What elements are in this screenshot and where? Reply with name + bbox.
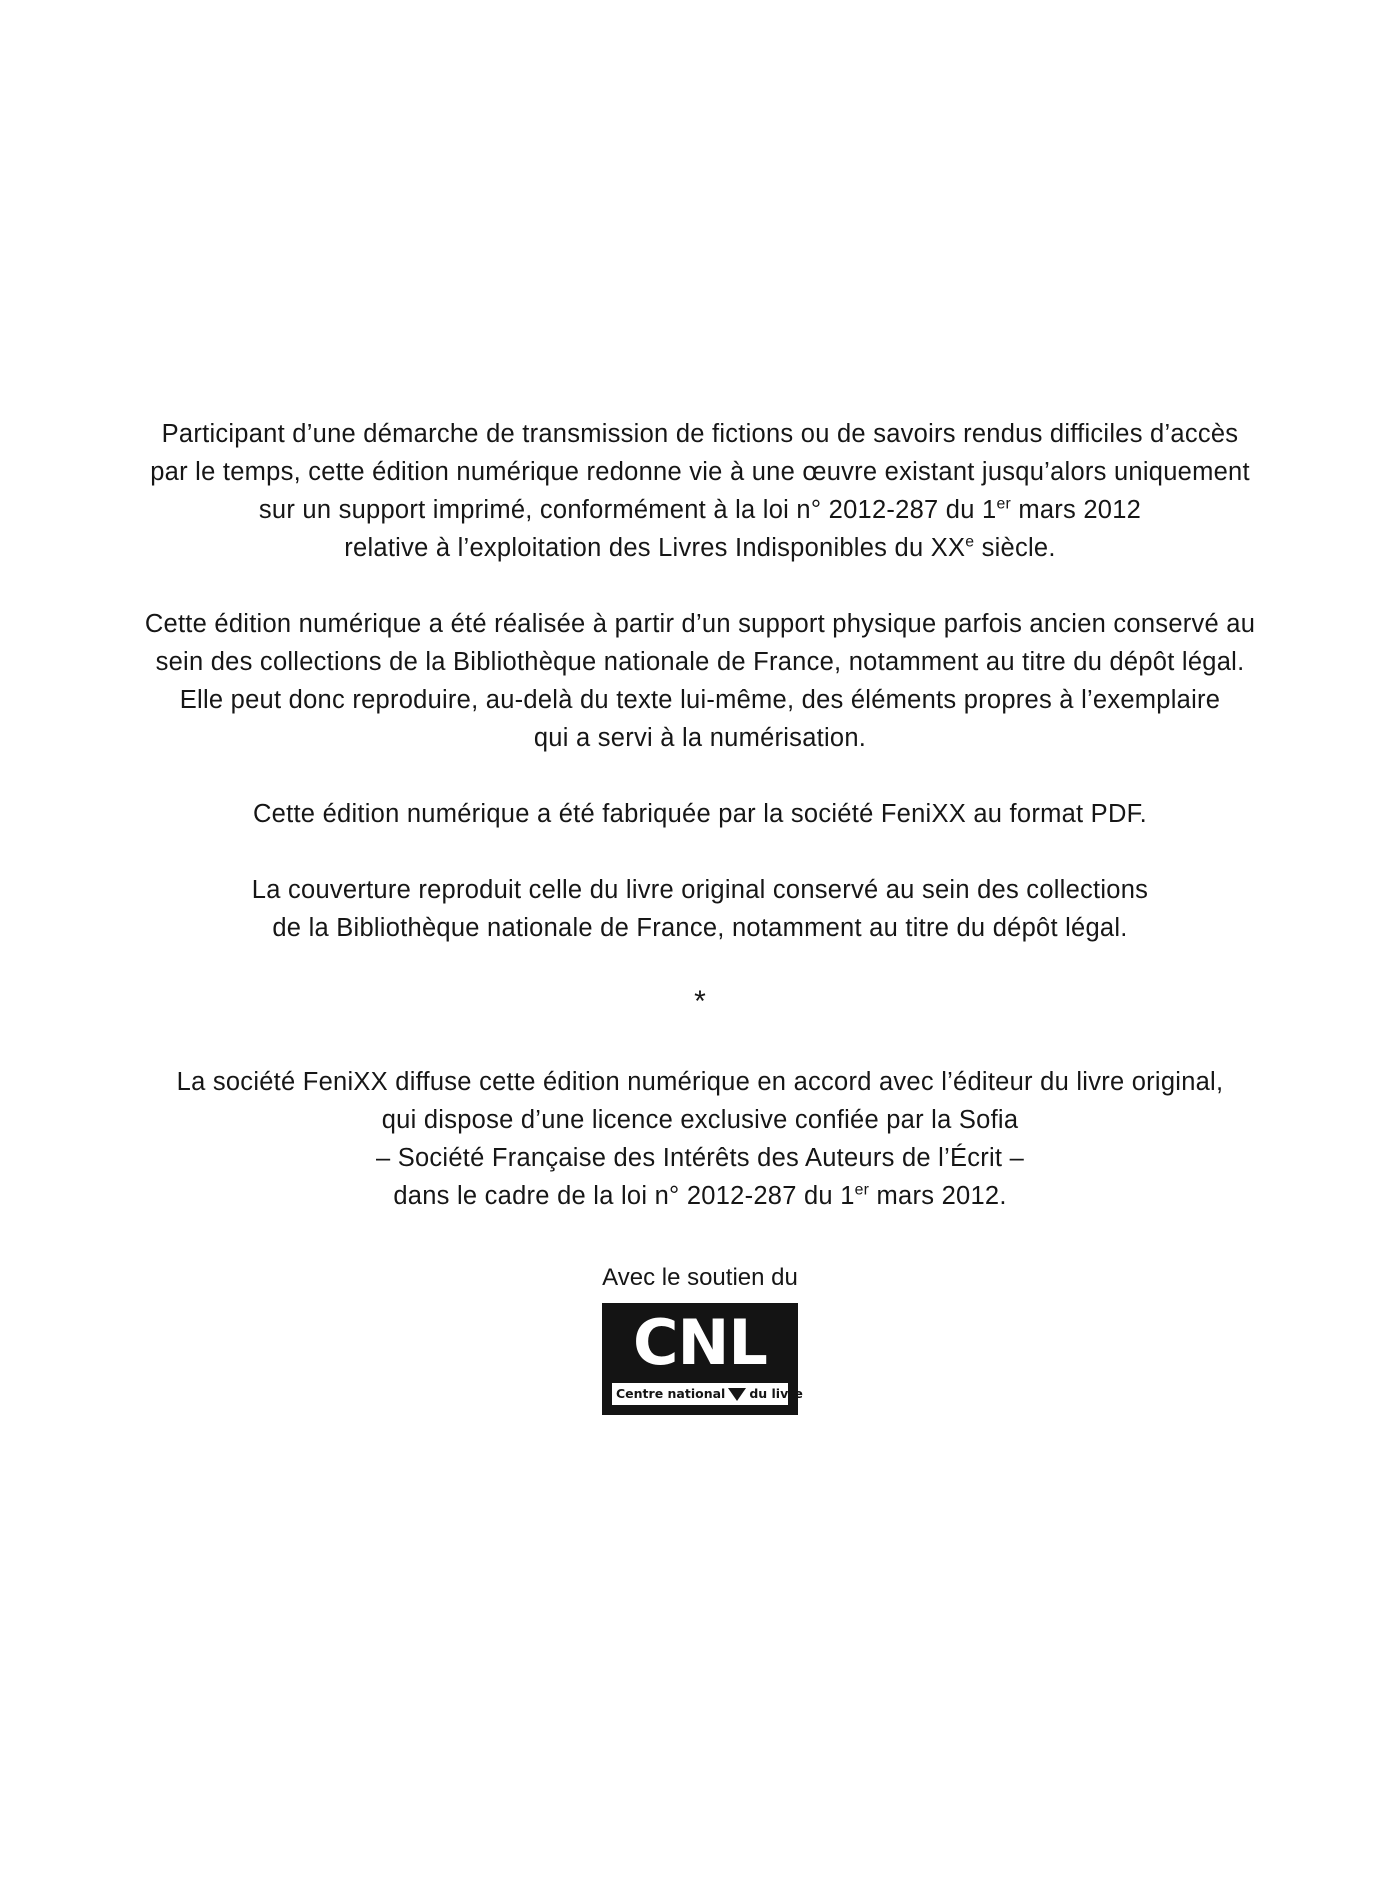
paragraph-line: Participant d’une démarche de transmission de fictions ou de savoirs rendus difficiles d’accès	[161, 420, 1239, 448]
paragraph-line: qui dispose d’une licence exclusive confiée par la Sofia	[381, 1106, 1019, 1134]
ordinal-suffix: er	[996, 495, 1011, 513]
support-caption: Avec le soutien du	[602, 1264, 798, 1291]
legal-notice-content	[110, 415, 1290, 1415]
cnl-logo-letters: CNL	[633, 1306, 767, 1379]
paragraph-line: par le temps, cette édition numérique redonne vie à une œuvre existant jusqu’alors uniquement	[150, 458, 1250, 486]
paragraph-cover	[110, 871, 1290, 947]
section-separator: *	[694, 985, 706, 1018]
cnl-subtitle-left: Centre national	[616, 1386, 726, 1401]
cnl-logo-icon	[602, 1303, 803, 1415]
paragraph-line: sein des collections de la Bibliothèque nationale de France, notamment au titre du dépôt légal.	[155, 648, 1245, 676]
triangle-icon	[728, 1388, 746, 1401]
paragraph-line: Cette édition numérique a été fabriquée par la société FeniXX au format PDF.	[253, 800, 1147, 828]
paragraph-source	[110, 605, 1290, 757]
paragraph-diffusion	[110, 1063, 1290, 1215]
paragraph-format	[110, 795, 1290, 833]
paragraph-line: dans le cadre de la loi n° 2012-287 du 1er mars 2012.	[393, 1181, 1007, 1210]
paragraph-line: La couverture reproduit celle du livre original conservé au sein des collections	[251, 876, 1149, 904]
cnl-logo-subtitle	[612, 1383, 803, 1405]
paragraph-line: Cette édition numérique a été réalisée à partir d’un support physique parfois ancien conservé au	[144, 610, 1256, 638]
ordinal-suffix: e	[965, 533, 975, 551]
paragraph-line: Elle peut donc reproduire, au-delà du texte lui-même, des éléments propres à l’exemplaire	[179, 686, 1221, 714]
paragraph-intro	[110, 415, 1290, 567]
paragraph-line: qui a servi à la numérisation.	[533, 724, 867, 752]
cnl-subtitle-right: du livre	[749, 1386, 803, 1401]
paragraph-line: de la Bibliothèque nationale de France, notamment au titre du dépôt légal.	[272, 914, 1128, 942]
paragraph-line: sur un support imprimé, conformément à la loi n° 2012-287 du 1er mars 2012	[258, 495, 1142, 524]
paragraph-line: relative à l’exploitation des Livres Indisponibles du XXe siècle.	[344, 533, 1056, 562]
ordinal-suffix: er	[854, 1181, 870, 1199]
paragraph-line: La société FeniXX diffuse cette édition numérique en accord avec l’éditeur du livre original,	[176, 1068, 1224, 1096]
paragraph-line: – Société Française des Intérêts des Auteurs de l’Écrit –	[375, 1144, 1025, 1172]
support-block	[110, 1263, 1290, 1415]
